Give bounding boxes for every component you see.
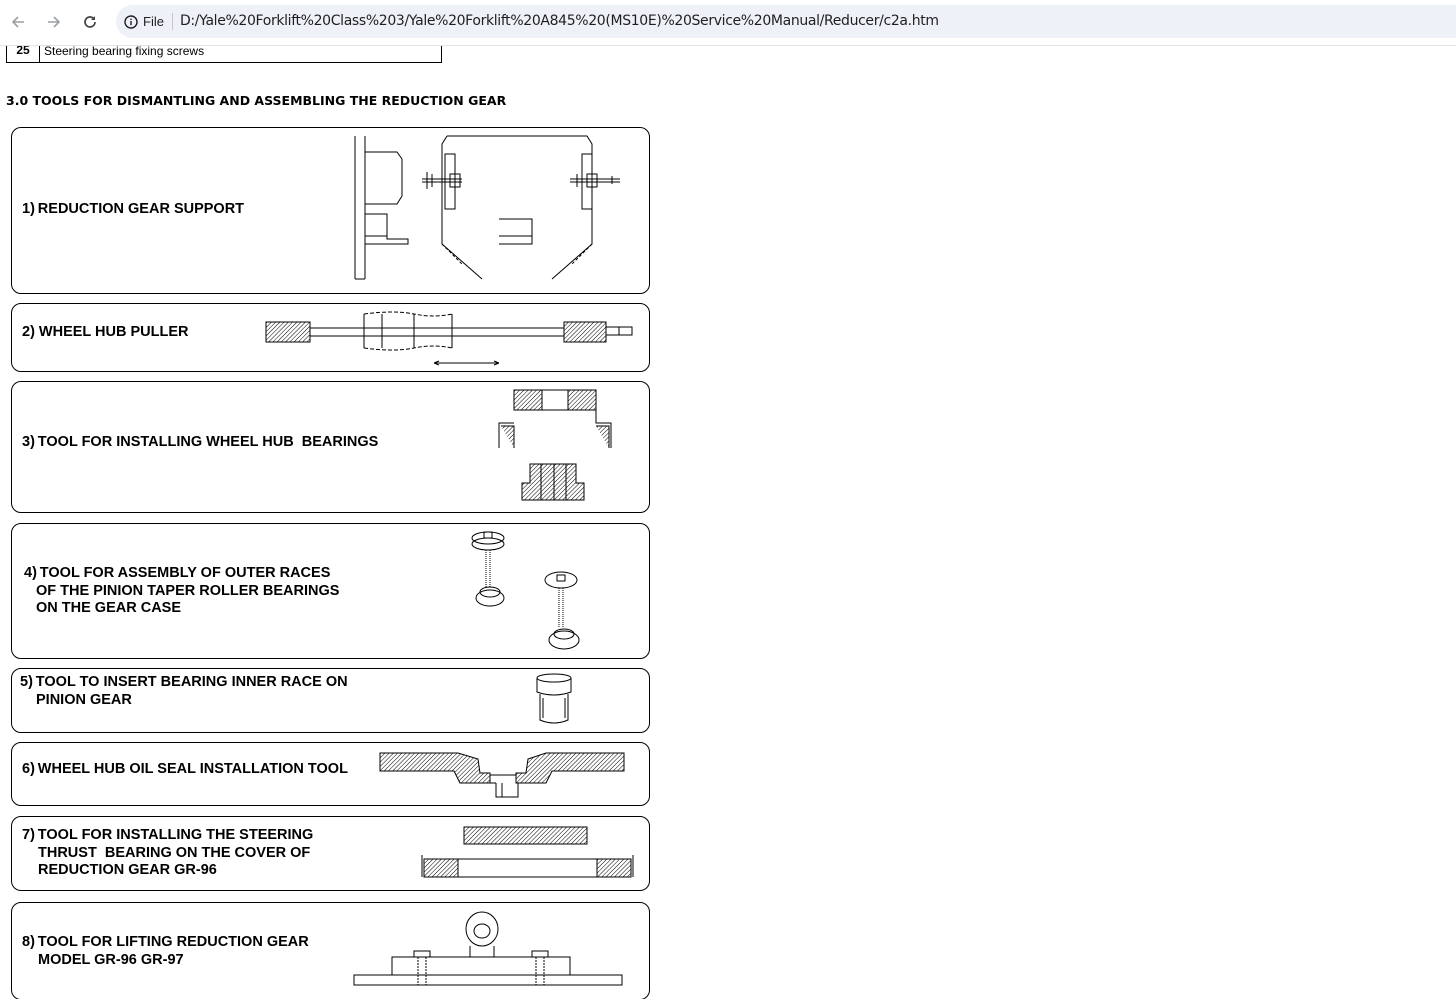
tool-title-line: 5) TOOL TO INSERT BEARING INNER RACE ON [20, 674, 348, 690]
url-text[interactable]: D:/Yale%20Forklift%20Class%203/Yale%20Forklift%20A845%20(MS10E)%20Service%20Manual/Reducer/c2a.htm [180, 13, 939, 29]
tool-card-5 [11, 668, 650, 733]
site-info-chip[interactable] [124, 10, 164, 33]
tool-card-4 [11, 523, 650, 659]
file-label: File [143, 14, 164, 29]
tool-title [22, 827, 313, 880]
tool-card-2 [11, 303, 650, 372]
tool-title-line: PINION GEAR [36, 691, 132, 708]
browser-toolbar [0, 0, 1456, 46]
tool-title-line: MODEL GR-96 GR-97 [38, 951, 184, 968]
reduction-gear-lifting-tool-drawing [352, 911, 624, 991]
tool-title-line: OF THE PINION TAPER ROLLER BEARINGS [36, 582, 340, 599]
chip-divider [172, 13, 173, 30]
tool-card-1 [11, 127, 650, 294]
tool-title [22, 324, 189, 342]
tool-title-line: 7) TOOL FOR INSTALLING THE STEERING [22, 827, 314, 843]
outer-race-assembly-tool-drawing [464, 528, 594, 656]
inner-race-insert-tool-drawing [530, 672, 578, 730]
reduction-gear-support-drawing [342, 134, 632, 284]
forward-button[interactable] [42, 10, 66, 34]
wheel-hub-puller-drawing [264, 308, 639, 370]
forward-arrow-icon [46, 14, 62, 30]
info-icon [124, 15, 138, 29]
back-button[interactable] [6, 10, 30, 34]
oil-seal-installation-tool-drawing [378, 747, 628, 803]
tool-title-line: 3) TOOL FOR INSTALLING WHEEL HUB BEARINGS [22, 434, 379, 450]
tool-title [24, 565, 339, 618]
parts-table-row [6, 46, 442, 63]
wheel-hub-bearing-tool-drawing [496, 388, 616, 508]
steering-thrust-bearing-tool-drawing [420, 825, 635, 881]
tool-title-line: 2) WHEEL HUB PULLER [22, 324, 189, 340]
reload-icon [82, 14, 98, 30]
section-heading: 3.0 TOOLS FOR DISMANTLING AND ASSEMBLING THE REDUCTION GEAR [6, 93, 507, 108]
address-bar[interactable] [116, 5, 1456, 38]
part-description: Steering bearing fixing screws [44, 46, 205, 58]
tool-title-line: 6) WHEEL HUB OIL SEAL INSTALLATION TOOL [22, 761, 348, 777]
tool-title [22, 761, 348, 779]
tool-title-line: THRUST BEARING ON THE COVER OF [38, 844, 311, 861]
part-number: 25 [7, 46, 40, 62]
tool-title [22, 934, 309, 969]
tool-title-line: 4) TOOL FOR ASSEMBLY OF OUTER RACES [24, 565, 331, 581]
tool-card-6 [11, 742, 650, 806]
tool-title-line: 1) REDUCTION GEAR SUPPORT [22, 201, 245, 217]
back-arrow-icon [10, 14, 26, 30]
tool-card-7 [11, 816, 650, 891]
tool-title-line: 8) TOOL FOR LIFTING REDUCTION GEAR [22, 934, 309, 950]
tool-card-3 [11, 381, 650, 513]
tool-title [22, 434, 378, 452]
tool-title-line: REDUCTION GEAR GR-96 [38, 862, 217, 878]
reload-button[interactable] [78, 10, 102, 34]
page-content [0, 46, 1456, 999]
tool-card-8 [11, 902, 650, 999]
tool-title-line: ON THE GEAR CASE [36, 600, 182, 616]
tool-title [22, 201, 244, 219]
tool-title [20, 674, 348, 709]
